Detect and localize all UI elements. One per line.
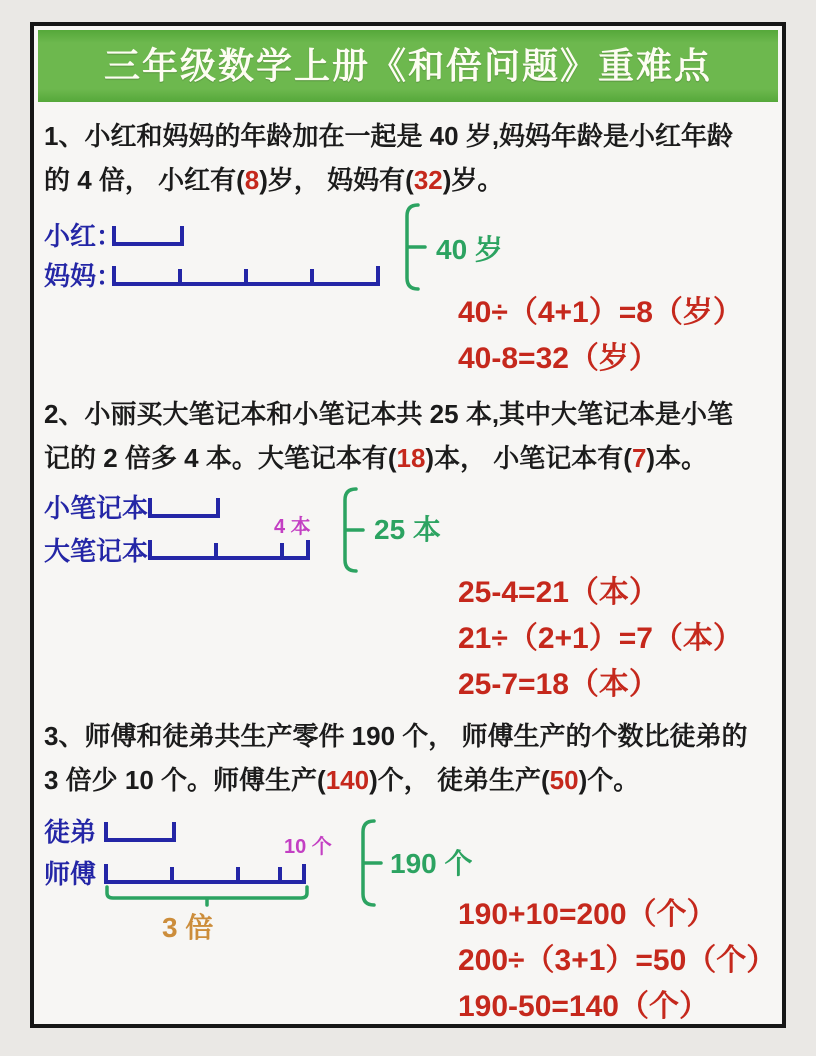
p3-total-brace [356, 818, 384, 908]
worksheet-frame [30, 22, 786, 1028]
p1-solution-line: 40-8=32（岁） [458, 342, 659, 375]
p2-row2-label: 大笔记本 [44, 536, 149, 566]
p1-total-label: 40 岁 [436, 234, 503, 265]
p3-multiple-label: 3 倍 [162, 912, 214, 943]
p1-solutions [458, 290, 743, 382]
p3-row2-bar [104, 862, 310, 886]
p3-solution-line: 200÷（3+1）=50（个） [458, 944, 777, 977]
p2-row1-label: 小笔记本 [44, 493, 149, 523]
p3-solution-line: 190+10=200（个） [458, 898, 717, 931]
title-banner [38, 30, 778, 102]
p1-solution-line: 40÷（4+1）=8（岁） [458, 296, 743, 329]
p1-row1-label: 小红： [44, 221, 123, 251]
problem-2-text [44, 392, 780, 480]
problem-1-line-2: 的 4 倍， 小红有(8)岁， 妈妈有(32)岁。 [44, 165, 504, 195]
p3-row1-label: 徒弟 [44, 817, 97, 847]
p2-solution-line: 21÷（2+1）=7（本） [458, 622, 743, 655]
p2-total-brace [338, 486, 366, 574]
p1-row2-label: 妈妈： [44, 261, 123, 291]
p3-solution-line: 190-50=140（个） [458, 990, 709, 1023]
problem-2-line-2: 记的 2 倍多 4 本。大笔记本有(18)本， 小笔记本有(7)本。 [44, 443, 708, 473]
p3-total-label: 190 个 [390, 848, 473, 879]
problem-3-line-2: 3 倍少 10 个。师傅生产(140)个， 徒弟生产(50)个。 [44, 765, 640, 795]
p1-row2-bar [112, 264, 382, 288]
problem-3-line-1: 3、师傅和徒弟共生产零件 190 个， 师傅生产的个数比徒弟的 [44, 721, 748, 751]
p3-row1-bar [104, 820, 180, 844]
p3-row2-label: 师傅 [44, 859, 97, 889]
p3-multiple-underbrace [104, 886, 310, 908]
problem-1-text [44, 114, 780, 202]
p1-total-brace [400, 202, 428, 292]
p3-extra-label: 10 个 [284, 836, 332, 858]
page-title: 三年级数学上册《和倍问题》重难点 [103, 45, 712, 86]
p2-row2-bar [148, 538, 314, 562]
p2-solutions [458, 570, 743, 708]
p2-solution-line: 25-4=21（本） [458, 576, 659, 609]
p3-solutions [458, 892, 776, 1030]
problem-3-text [44, 714, 780, 802]
p1-row1-bar [112, 224, 184, 248]
p2-solution-line: 25-7=18（本） [458, 668, 659, 701]
p2-extra-label: 4 本 [274, 516, 311, 538]
problem-1-line-1: 1、小红和妈妈的年龄加在一起是 40 岁,妈妈年龄是小红年龄 [44, 121, 734, 151]
p2-total-label: 25 本 [374, 514, 441, 545]
p2-row1-bar [148, 496, 224, 520]
problem-2-line-1: 2、小丽买大笔记本和小笔记本共 25 本,其中大笔记本是小笔 [44, 399, 734, 429]
